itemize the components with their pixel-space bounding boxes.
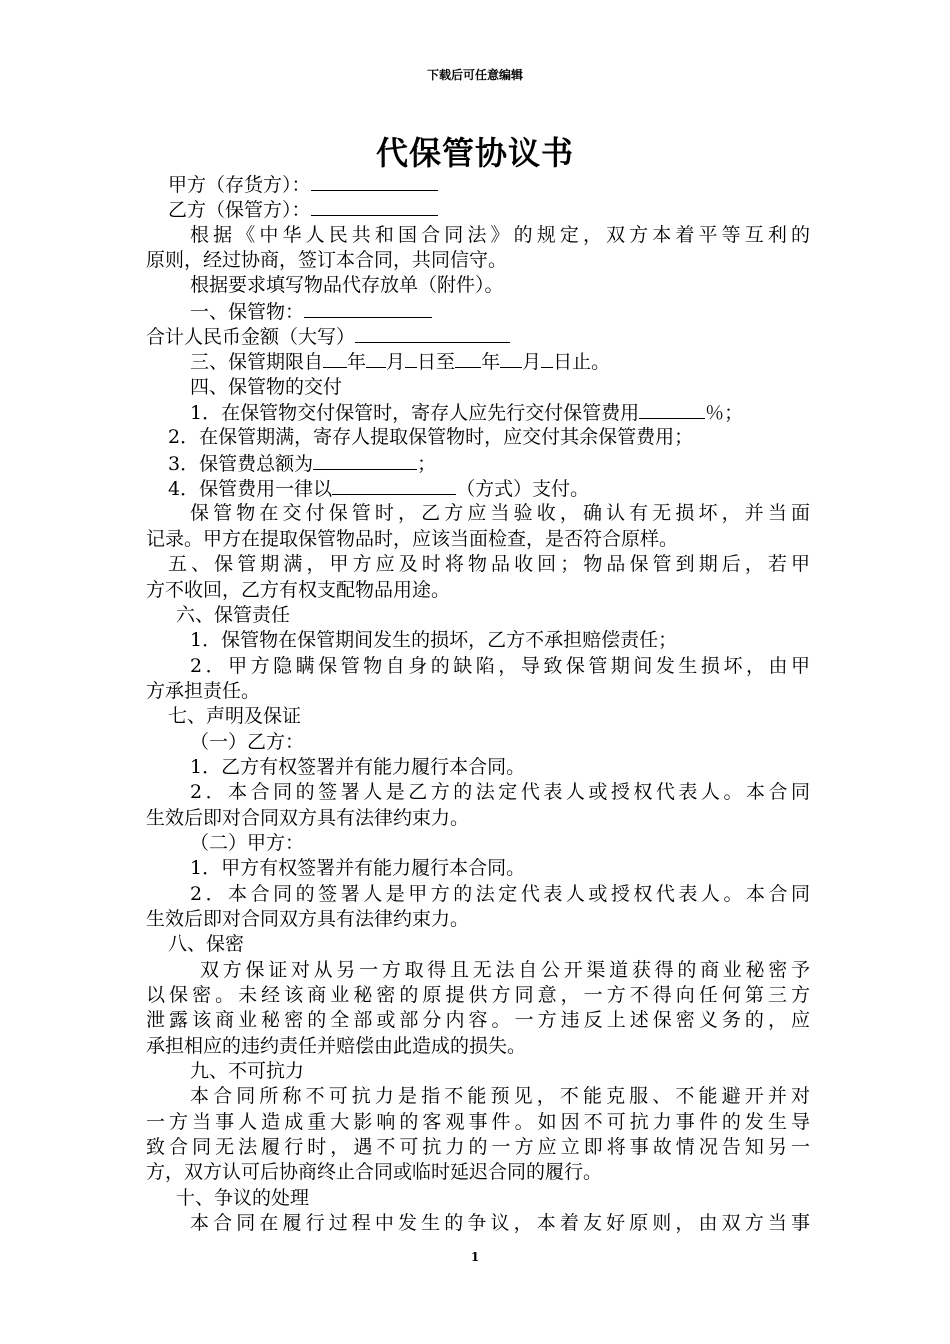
period-year-label: 年 [347, 351, 367, 374]
party-b-label: 乙方（保管方）： [168, 199, 311, 222]
section-8-heading: 八、保密 [168, 933, 245, 956]
party-b-warranty-2: 2．本合同的签署人是乙方的法定代表人或授权代表人。本合同 [190, 781, 810, 804]
fee-clause-4-text: 4．保管费用一律以 [168, 478, 333, 501]
fee-clause-1-text: 1．在保管物交付保管时，寄存人应先行交付保管费用 [190, 402, 640, 425]
liability-clause-1: 1．保管物在保管期间发生的损坏，乙方不承担赔偿责任； [190, 629, 678, 652]
section-7-heading: 七、声明及保证 [168, 705, 302, 728]
end-day-blank [541, 349, 553, 368]
force-majeure-line: 本合同所称不可抗力是指不能预见，不能克服、不能避开并对 [190, 1085, 810, 1108]
confidentiality-line: 承担相应的违约责任并赔偿由此造成的损失。 [146, 1034, 527, 1057]
force-majeure-line: 一方当事人造成重大影响的客观事件。如因不可抗力事件的发生导 [146, 1110, 810, 1133]
party-a-blank [311, 172, 438, 191]
party-a-line [146, 172, 810, 197]
dispute-line: 本合同在履行过程中发生的争议，本着友好原则，由双方当事 [190, 1212, 810, 1235]
intro-line: 根据《中华人民共和国合同法》的规定，双方本着平等互利的 [190, 223, 810, 246]
inspection-line: 记录。甲方在提取保管物品时，应该当面检查，是否符合原样。 [146, 527, 679, 550]
attachment-note: 根据要求填写物品代存放单（附件）。 [190, 274, 504, 297]
section-6-heading: 六、保管责任 [176, 603, 291, 626]
period-year-label: 年 [481, 351, 501, 374]
start-month-blank [366, 349, 386, 368]
section-3-period-line [146, 349, 810, 374]
header-note: 下载后可任意编辑 [426, 68, 523, 82]
force-majeure-line: 致合同无法履行时，遇不可抗力的一方应立即将事故情况告知另一 [146, 1136, 810, 1159]
fee-clause-1 [146, 400, 810, 425]
end-month-blank [500, 349, 522, 368]
subsection-party-a: （二）甲方： [190, 831, 305, 854]
contract-body [146, 172, 810, 1236]
section-4-heading: 四、保管物的交付 [190, 375, 343, 398]
fee-total-blank [313, 451, 417, 470]
amount-blank [355, 324, 510, 343]
party-b-blank [311, 197, 438, 216]
document-title: 代保管协议书 [375, 134, 574, 172]
party-a-label: 甲方（存货方）： [168, 174, 311, 196]
confidentiality-line: 双方保证对从另一方取得且无法自公开渠道获得的商业秘密予 [200, 958, 810, 981]
section-1-line [146, 299, 810, 324]
party-b-line [146, 197, 810, 222]
intro-line: 原则，经过协商，签订本合同，共同信守。 [146, 249, 508, 272]
liability-clause-2: 方承担责任。 [146, 679, 261, 702]
fee-percent-blank [639, 400, 705, 419]
period-label: 三、保管期限自 [190, 351, 324, 374]
period-month-label: 月 [386, 351, 406, 374]
liability-clause-2: 2．甲方隐瞒保管物自身的缺陷，导致保管期间发生损坏，由甲 [190, 654, 810, 677]
custody-item-blank [304, 299, 432, 318]
party-b-warranty-1: 1．乙方有权签署并有能力履行本合同。 [190, 755, 526, 778]
fee-clause-3-text: 3．保管费总额为 [168, 452, 314, 475]
fee-clause-4 [146, 476, 810, 501]
party-a-warranty-1: 1．甲方有权签署并有能力履行本合同。 [190, 857, 526, 880]
fee-clause-3-suffix: ； [417, 452, 437, 475]
period-month-label: 月 [522, 351, 542, 374]
confidentiality-line: 泄露该商业秘密的全部或部分内容。一方违反上述保密义务的，应 [146, 1009, 810, 1032]
section-9-heading: 九、不可抗力 [190, 1060, 305, 1083]
party-a-warranty-2: 2．本合同的签署人是甲方的法定代表人或授权代表人。本合同 [190, 882, 810, 905]
start-day-blank [405, 349, 417, 368]
fee-clause-2: 2．在保管期满，寄存人提取保管物时，应交付其余保管费用； [168, 426, 694, 449]
payment-method-blank [332, 476, 456, 495]
fee-clause-3 [146, 451, 810, 476]
period-day-end-label: 日止。 [553, 351, 611, 374]
section-1-heading: 一、保管物： [190, 300, 305, 323]
start-year-blank [323, 349, 347, 368]
party-b-warranty-2: 生效后即对合同双方具有法律约束力。 [146, 806, 470, 829]
amount-line [146, 324, 810, 349]
section-10-heading: 十、争议的处理 [176, 1186, 310, 1209]
fee-clause-4-suffix: （方式）支付。 [456, 478, 590, 501]
section-5-line: 五、保管期满，甲方应及时将物品收回；物品保管到期后，若甲 [168, 553, 810, 576]
fee-clause-1-suffix: ％； [705, 402, 744, 425]
period-day-to-label: 日至 [417, 351, 456, 374]
amount-label: 合计人民币金额（大写） [146, 326, 356, 349]
page-number: 1 [470, 1250, 480, 1264]
force-majeure-line: 方，双方认可后协商终止合同或临时延迟合同的履行。 [146, 1161, 603, 1184]
inspection-line: 保管物在交付保管时，乙方应当验收，确认有无损坏，并当面 [190, 502, 810, 525]
end-year-blank [455, 349, 481, 368]
section-5-line: 方不收回，乙方有权支配物品用途。 [146, 578, 451, 601]
party-a-warranty-2: 生效后即对合同双方具有法律约束力。 [146, 907, 470, 930]
subsection-party-b: （一）乙方： [190, 730, 305, 753]
confidentiality-line: 以保密。未经该商业秘密的原提供方同意，一方不得向任何第三方 [146, 984, 810, 1006]
